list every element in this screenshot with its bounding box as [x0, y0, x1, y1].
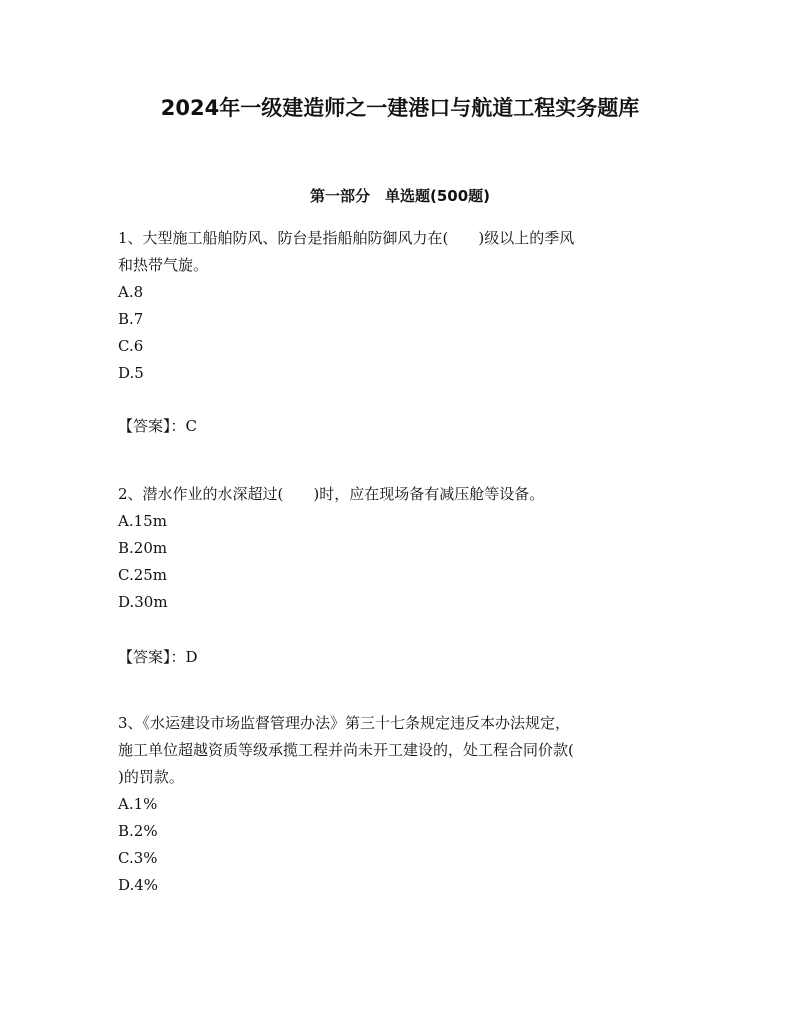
option-d: D.30m	[118, 593, 168, 611]
question-stem-line: )的罚款。	[118, 768, 184, 786]
answer-line-1	[118, 413, 197, 440]
answer-label: 【答案】：	[118, 417, 186, 435]
option-c: C.3%	[118, 849, 158, 867]
question-1	[118, 225, 684, 387]
option-a: A.15m	[118, 512, 167, 530]
question-stem-line: 施工单位超越资质等级承揽工程并尚未开工建设的，处工程合同价款(	[118, 741, 574, 759]
option-b: B.7	[118, 310, 144, 328]
option-c: C.25m	[118, 566, 168, 584]
answer-value: D	[185, 648, 198, 666]
question-stem-line: 1、大型施工船舶防风、防台是指船舶防御风力在( )级以上的季风	[118, 229, 575, 247]
question-stem-line: 3、《水运建设市场监督管理办法》第三十七条规定违反本办法规定，	[118, 714, 571, 732]
option-d: D.5	[118, 364, 144, 382]
option-b: B.20m	[118, 539, 168, 557]
question-3	[118, 710, 684, 899]
option-a: A.1%	[118, 795, 158, 813]
option-b: B.2%	[118, 822, 158, 840]
option-c: C.6	[118, 337, 144, 355]
section-heading: 第一部分 单选题(500题)	[309, 187, 491, 205]
question-stem-line: 和热带气旋。	[118, 256, 209, 274]
answer-value: C	[185, 417, 197, 435]
page-title: 2024年一级建造师之一建港口与航道工程实务题库	[160, 96, 640, 120]
question-2	[118, 481, 684, 616]
question-stem-line: 2、潜水作业的水深超过( )时，应在现场备有减压舱等设备。	[118, 485, 545, 503]
answer-label: 【答案】：	[118, 648, 186, 666]
option-a: A.8	[118, 283, 144, 301]
answer-line-2	[118, 644, 198, 671]
option-d: D.4%	[118, 876, 159, 894]
